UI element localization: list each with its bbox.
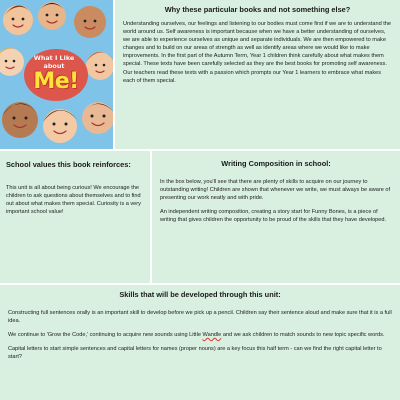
why-books-panel <box>115 0 400 149</box>
writing-composition-para2: An independent writing composition, creating a story start for Funny Bones, is a piece of writing that gives children the opportunity to be proud of the skills that they have developed. <box>160 209 387 224</box>
school-values-heading: School values this book reinforces: <box>6 160 131 169</box>
school-values-panel <box>0 151 150 283</box>
why-books-text: Understanding ourselves, our feelings and listening to our bodies must come first if we are to understand the world around us. Self awareness is important because when we have a better understanding of ourselves, we are able to experience ourselves as unique and separate individuals. We are then empowered to make changes and to build on our areas of strength as well as identify areas where we would like to make improvements. In the first part of the Autumn Term, Year 1 children think carefully about what makes them special. These texts have been carefully selected as they are the best books for promoting self awareness. Our teachers read these texts with a passion which prompts our Year 1 learners to embrace what makes each of them special. <box>123 20 392 84</box>
skills-para2-end: and we ask children to match sounds to new topic specific words. <box>221 332 385 339</box>
writing-composition-para1: In the box below, you'll see that there are plenty of skills to acquire on our journey to outstanding writing! Children are shown that whenever we write, we must always be aware of presenting our work neatly and with pride. <box>160 178 391 202</box>
cover-title-line2: about <box>43 62 65 70</box>
skills-heading: Skills that will be developed through this unit: <box>119 290 281 299</box>
skills-para2-wandle: Wandle <box>202 332 222 339</box>
skills-para1: Constructing full sentences orally is an important skill to develop before we pick up a pencil. Children say their sentence aloud and make sure that it is a full idea. <box>8 309 392 324</box>
skills-panel <box>0 285 400 400</box>
skills-para3: Capital letters to start simple sentences and capital letters for names (proper nouns) are a key focus this half term - can we find the right capital letter to start? <box>8 346 382 361</box>
why-books-heading: Why these particular books and not something else? <box>164 5 351 14</box>
skills-para2 <box>8 331 392 339</box>
cover-title-line3: Me! <box>33 69 79 94</box>
book-cover-image <box>0 0 113 149</box>
writing-composition-panel <box>152 151 400 283</box>
school-values-text: This unit is all about being curious! We encourage the children to ask questions about themselves and to find out about what makes them special. Curiosity is a very important school value! <box>6 184 141 216</box>
cover-title-line1: What I Like <box>33 54 75 62</box>
writing-composition-heading: Writing Composition in school: <box>221 159 331 168</box>
skills-para2-start: We continue to 'Grow the Code,' continuing to acquire new sounds using Little <box>8 332 203 339</box>
